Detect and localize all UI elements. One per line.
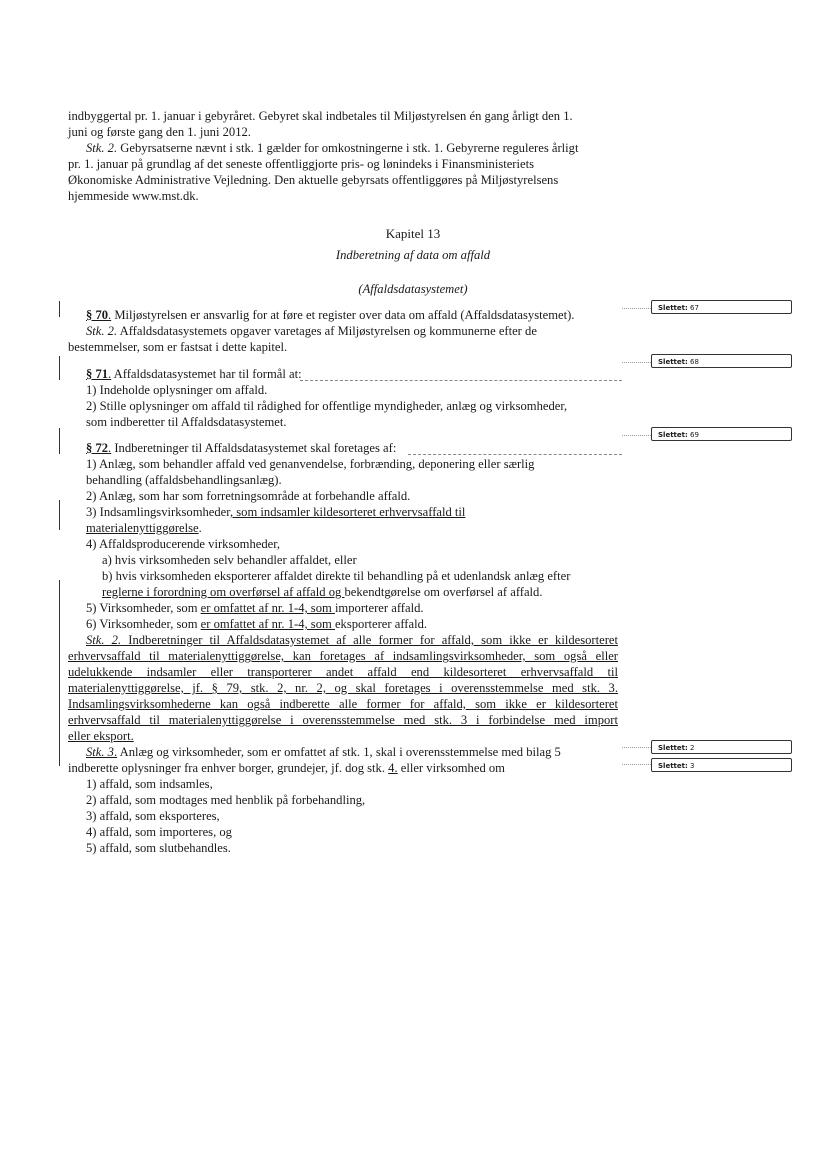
list-item: 2) Anlæg, som har som forretningsområde at forbehandle affald.	[86, 489, 411, 503]
list-item: behandling (affaldsbehandlingsanlæg).	[86, 473, 282, 487]
comment-value: 68	[690, 358, 699, 366]
chapter-subtitle: Indberetning af data om affald	[335, 248, 491, 262]
text-fragment: Indberetninger til Affaldsdatasystemet skal foretages af:	[111, 441, 397, 455]
deleted-comment-4[interactable]	[651, 740, 792, 754]
change-bar	[59, 301, 60, 317]
list-item: 1) Indeholde oplysninger om affald.	[86, 383, 268, 397]
text-fragment: Affaldsdatasystemets opgaver varetages af Miljøstyrelsen og kommunerne efter de	[117, 324, 537, 338]
deleted-comment-1[interactable]	[651, 300, 792, 314]
text-fragment: Gebyrsatserne nævnt i stk. 1 gælder for omkostningerne i stk. 1. Gebyrerne reguleres årligt	[117, 141, 579, 155]
text-line: Økonomiske Administrative Vejledning. Den aktuelle gebyrsats offentliggøres på Miljøstyrelsens	[68, 173, 559, 187]
list-item	[86, 616, 427, 632]
comment-connector	[622, 747, 651, 748]
text-line: pr. 1. januar på grundlag af det seneste offentliggjorte pris- og lønindeks i Finansministeriets	[68, 157, 534, 171]
inserted-text: 4	[388, 761, 395, 775]
text-line	[86, 744, 561, 760]
text-fragment: Anlæg og virksomheder, som er omfattet af stk. 1, skal i overensstemmelse med bilag 5	[117, 745, 561, 759]
list-item: 5) affald, som slutbehandles.	[86, 841, 231, 855]
list-item: 3) affald, som eksporteres,	[86, 809, 220, 823]
comment-value: 3	[690, 762, 695, 770]
section-number: § 72	[86, 441, 109, 455]
text-line: juni og første gang den 1. juni 2012.	[68, 125, 251, 139]
inserted-line: Indsamlingsvirksomhederne kan også indberette alle former for affald, som ikke er kildesorteret	[68, 697, 618, 711]
inserted-line: eller eksport.	[68, 729, 134, 743]
inserted-text: er omfattet af nr. 1-4, som	[200, 617, 335, 631]
change-bar	[59, 580, 60, 766]
list-item: 2) affald, som modtages med henblik på forbehandling,	[86, 793, 366, 807]
list-item	[86, 600, 424, 616]
comment-connector	[622, 362, 651, 363]
insert-mark: .	[108, 367, 112, 381]
change-bar	[59, 428, 60, 454]
text-fragment: bekendtgørelse om overførsel af affald.	[344, 585, 543, 599]
text-line: bestemmelser, som er fastsat i dette kapitel.	[68, 340, 288, 354]
inserted-text: materialenyttiggørelse	[86, 521, 199, 535]
inserted-text: er omfattet af nr. 1-4, som	[200, 601, 335, 615]
section-number: § 71	[86, 367, 109, 381]
text-fragment: eksporterer affald.	[334, 617, 428, 631]
comment-connector	[622, 764, 651, 765]
comment-value: 67	[690, 304, 699, 312]
text-fragment: 3) Indsamlingsvirksomheder	[86, 505, 230, 519]
list-item: 1) Anlæg, som behandler affald ved genanvendelse, forbrænding, deponering eller særlig	[86, 457, 535, 471]
change-bar	[59, 356, 60, 380]
inserted-line: materialenyttiggørelse, jf. § 79, stk. 2, nr. 2, og skal foretages i overensstemmelse med stk. 3.	[68, 681, 618, 695]
text-fragment: indberette oplysninger fra enhver borger, grundejer, jf. dog stk.	[68, 761, 389, 775]
text-fragment: 5) Virksomheder, som	[86, 601, 201, 615]
text-line	[86, 366, 302, 382]
inserted-line: udelukkende indsamler eller transporterer andet affald end kildesorteret erhvervsaffald til	[68, 665, 618, 679]
comment-label: Slettet:	[658, 744, 688, 752]
comment-value: 2	[690, 744, 695, 752]
text-line	[86, 140, 578, 156]
change-bar	[59, 500, 60, 530]
list-item	[86, 520, 202, 536]
comment-label: Slettet:	[658, 762, 688, 770]
stk-label: Stk. 2.	[86, 141, 118, 155]
comment-leader	[300, 380, 622, 381]
insert-mark: .	[394, 761, 398, 775]
comment-connector	[622, 308, 651, 309]
inserted-line: erhvervsaffald til materialenyttiggørelse, kan foretages af indsamlingsvirksomheder, som også eller	[68, 649, 618, 663]
chapter-title: Kapitel 13	[385, 226, 441, 241]
text-line	[86, 440, 396, 456]
list-item: 4) Affaldsproducerende virksomheder,	[86, 537, 281, 551]
list-item: 4) affald, som importeres, og	[86, 825, 232, 839]
comment-label: Slettet:	[658, 358, 688, 366]
comment-leader	[408, 454, 622, 455]
text-fragment: eller virksomhed om	[397, 761, 505, 775]
list-item: a) hvis virksomheden selv behandler affaldet, eller	[102, 553, 357, 567]
inserted-text: reglerne i forordning om overførsel af affald og	[102, 585, 345, 599]
comment-label: Slettet:	[658, 304, 688, 312]
stk-label: Stk. 2.	[86, 633, 122, 647]
inserted-line: erhvervsaffald til materialenyttiggørelse i overensstemmelse med stk. 3 i forbindelse med import	[68, 713, 618, 727]
list-item: 1) affald, som indsamles,	[86, 777, 213, 791]
insert-mark: .	[113, 745, 118, 759]
section-number: § 70	[86, 308, 109, 322]
insert-mark: .	[108, 441, 112, 455]
insert-mark: .	[108, 308, 112, 322]
inserted-line	[86, 632, 618, 648]
stk-label: Stk. 2.	[86, 324, 118, 338]
stk-label: Stk. 3	[86, 745, 114, 759]
deleted-comment-3[interactable]	[651, 427, 792, 441]
text-line	[68, 760, 505, 776]
text-line	[86, 307, 574, 323]
list-item	[86, 504, 465, 520]
comment-connector	[622, 435, 651, 436]
text-fragment: Indberetninger til Affaldsdatasystemet af alle former for affald, som ikke er kildesorteret	[121, 633, 618, 647]
comment-value: 69	[690, 431, 699, 439]
list-item: b) hvis virksomheden eksporterer affaldet direkte til behandling på et udenlandsk anlæg efter	[102, 569, 571, 583]
text-fragment: importerer affald.	[334, 601, 424, 615]
list-item	[102, 584, 543, 600]
text-fragment: Affaldsdatasystemet har til formål at:	[111, 367, 302, 381]
text-fragment: 6) Virksomheder, som	[86, 617, 201, 631]
list-item: 2) Stille oplysninger om affald til rådighed for offentlige myndigheder, anlæg og virksomheder,	[86, 399, 568, 413]
text-fragment: Miljøstyrelsen er ansvarlig for at føre et register over data om affald (Affaldsdatasystemet).	[111, 308, 575, 322]
chapter-subtitle-2: (Affaldsdatasystemet)	[358, 282, 468, 296]
text-line	[86, 323, 537, 339]
text-line: hjemmeside www.mst.dk.	[68, 189, 199, 203]
text-line: indbyggertal pr. 1. januar i gebyråret. Gebyret skal indbetales til Miljøstyrelsen én gang årligt den 1.	[68, 109, 573, 123]
inserted-text: , som indsamler kildesorteret erhvervsaffald til	[229, 505, 466, 519]
comment-label: Slettet:	[658, 431, 688, 439]
deleted-comment-5[interactable]	[651, 758, 792, 772]
text-fragment: .	[198, 521, 202, 535]
deleted-comment-2[interactable]	[651, 354, 792, 368]
list-item: som indberetter til Affaldsdatasystemet.	[86, 415, 287, 429]
